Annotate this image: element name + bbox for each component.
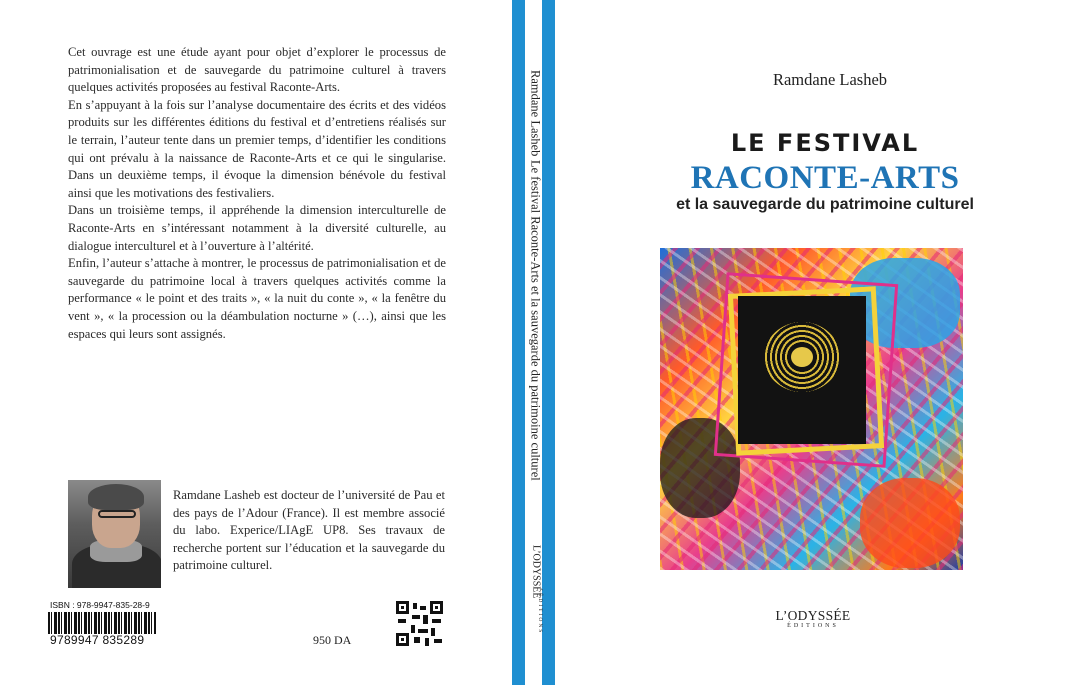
cover-artwork: [660, 248, 963, 570]
summary-paragraph-1: Cet ouvrage est une étude ayant pour objet d’explorer le processus de patrimonialisation et de sauvegarde du patrimoine culturel à travers quelques activités proposées au festival Raconte-Arts.: [68, 45, 446, 95]
barcode-number: 9789947 835289: [50, 633, 145, 647]
author-bio: Ramdane Lasheb est docteur de l’université de Pau et des pays de l’Adour (France). Il est membre associé du labo. Experice/LIAgE UP8. Ses travaux de recherche portent sur l’éducation et la sauvegarde du patrimoine culturel.: [173, 488, 445, 573]
barcode: [48, 612, 156, 634]
spine-publisher-logo: [528, 545, 544, 645]
front-author: Ramdane Lasheb: [772, 70, 888, 89]
front-subtitle: et la sauvegarde du patrimoine culturel: [676, 196, 974, 213]
front-publisher-sub: ÉDITIONS: [787, 623, 839, 629]
spine-left-bar: [512, 0, 525, 685]
spine-publisher: L’ODYSSÉE: [530, 545, 542, 599]
price: 950 DA: [313, 633, 352, 647]
summary-paragraph-2: En s’appuyant à la fois sur l’analyse documentaire des écrits et des vidéos produits sur les différentes éditions du festival et d’entretiens réalisés sur le terrain, l’auteur tente dans un premier temps, d’identifier les conditions qui ont prévalu à la naissance de Raconte-Arts et ce qui le singularise. Dans un deuxième temps, il évoque la dimension bénévole du festival ainsi que les motivations des festivaliers.: [68, 97, 446, 200]
qr-code: [396, 601, 443, 646]
back-cover-summary: [68, 44, 446, 343]
front-publisher: L’ODYSSÉE: [775, 608, 851, 623]
front-title-line1: LE FESTIVAL: [730, 129, 920, 157]
front-title-line2: RACONTE-ARTS: [690, 160, 960, 196]
front-publisher-logo: [772, 608, 854, 629]
summary-paragraph-3: Dans un troisième temps, il appréhende la dimension interculturelle de Raconte-Arts en s’intéressant notamment à la diversité culturelle, au dialogue interculturel et à l’ouverture à l’altérité.: [68, 203, 446, 253]
spine-title: Le festival Raconte-Arts et la sauvegarde du patrimoine culturel: [528, 160, 543, 481]
summary-paragraph-4: Enfin, l’auteur s’attache à montrer, le processus de patrimonialisation et de sauvegarde du patrimoine local à travers quelques activités comme la performance « le point et des traits », « la nuit du conte », « la fenêtre du vent », « la procession ou la déambulation nocturne » (…), ainsi que les espaces qui leurs sont assignés.: [68, 256, 446, 341]
author-photo: [68, 480, 161, 588]
spine-publisher-sub: ÉDITIONS: [537, 593, 543, 635]
spine-author: Ramdane Lasheb: [528, 70, 543, 157]
isbn-label: ISBN : 978-9947-835-28-9: [50, 600, 150, 610]
